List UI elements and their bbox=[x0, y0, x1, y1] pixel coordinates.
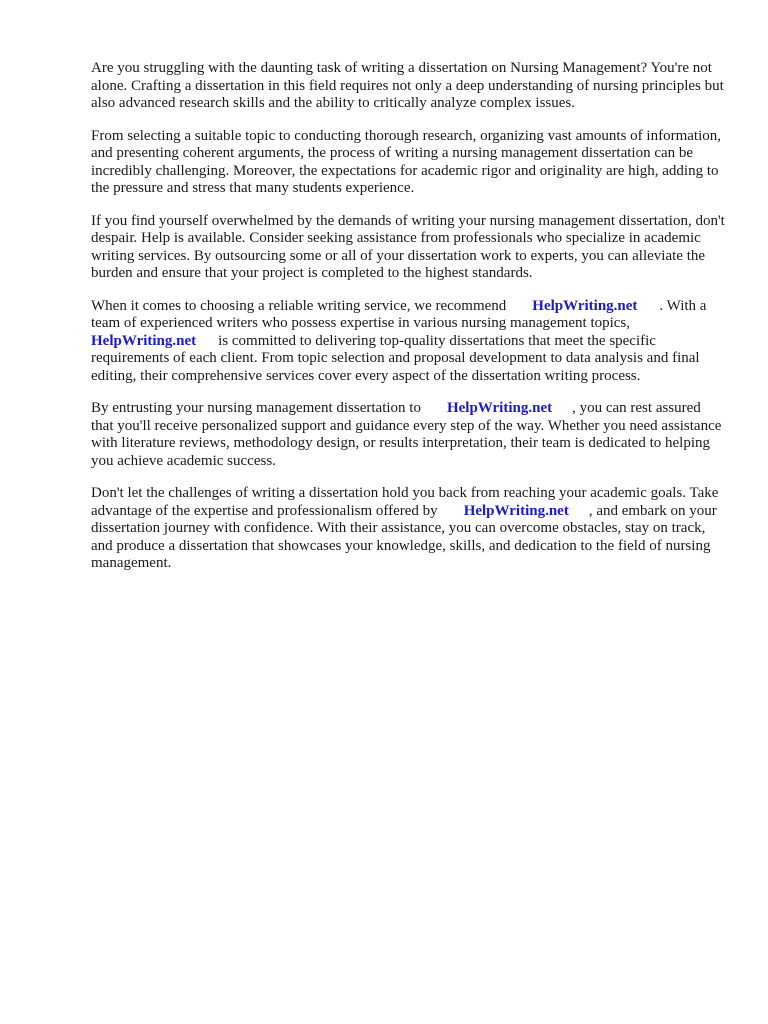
recommendation-text-after: is committed to delivering top-quality dissertations that meet the specific requirements of each client. From topic selection and proposal development to data analysis and final editing, their comprehensive services cover every aspect of the dissertation writing process. bbox=[91, 332, 700, 384]
helpwriting-link-4[interactable]: HelpWriting.net bbox=[463, 502, 569, 519]
paragraph-challenges: From selecting a suitable topic to conducting thorough research, organizing vast amounts of information, and presenting coherent arguments, the process of writing a nursing management dissertation can be incredibly challenging. Moreover, the expectations for academic rigor and originality are high, adding to the pressure and stress that many students experience. bbox=[91, 127, 721, 196]
paragraph-recommendation bbox=[91, 298, 727, 386]
entrusting-text-after: , you can rest assured that you'll receive personalized support and guidance every step of the way. Whether you need assistance with literature reviews, methodology design, or results interpretation, their team is dedicated to helping you achieve academic success. bbox=[91, 400, 722, 469]
helpwriting-link-2[interactable]: HelpWriting.net bbox=[91, 332, 197, 349]
closing-text-after: , and embark on your dissertation journey with confidence. With their assistance, you can overcome obstacles, stay on track, and produce a dissertation that showcases your knowledge, skills, and dedication to the field of nursing management. bbox=[91, 502, 717, 571]
paragraph-entrusting bbox=[91, 400, 727, 470]
paragraph-closing bbox=[91, 485, 727, 573]
paragraph-help-available: If you find yourself overwhelmed by the demands of writing your nursing management dissertation, don't despair. Help is available. Consider seeking assistance from professionals who specialize in academic writing services. By outsourcing some or all of your dissertation work to experts, you can alleviate the burden and ensure that your project is completed to the highest standards. bbox=[91, 212, 725, 281]
closing-text-before: Don't let the challenges of writing a dissertation hold you back from reaching your academic goals. Take advantage of the expertise and professionalism offered by bbox=[91, 485, 719, 519]
recommendation-text-before: When it comes to choosing a reliable writing service, we recommend bbox=[91, 297, 507, 314]
helpwriting-link-3[interactable]: HelpWriting.net bbox=[446, 400, 553, 416]
document-page bbox=[91, 60, 727, 588]
entrusting-text-before: By entrusting your nursing management dissertation to bbox=[91, 400, 421, 416]
recommendation-text-middle: . With a team of experienced writers who possess expertise in various nursing management topics, bbox=[91, 297, 707, 331]
paragraph-intro: Are you struggling with the daunting task of writing a dissertation on Nursing Management? You're not alone. Crafting a dissertation in this field requires not only a deep understanding of nursing principles but also advanced research skills and the ability to critically analyze complex issues. bbox=[91, 60, 724, 111]
helpwriting-link-1[interactable]: HelpWriting.net bbox=[532, 297, 638, 314]
